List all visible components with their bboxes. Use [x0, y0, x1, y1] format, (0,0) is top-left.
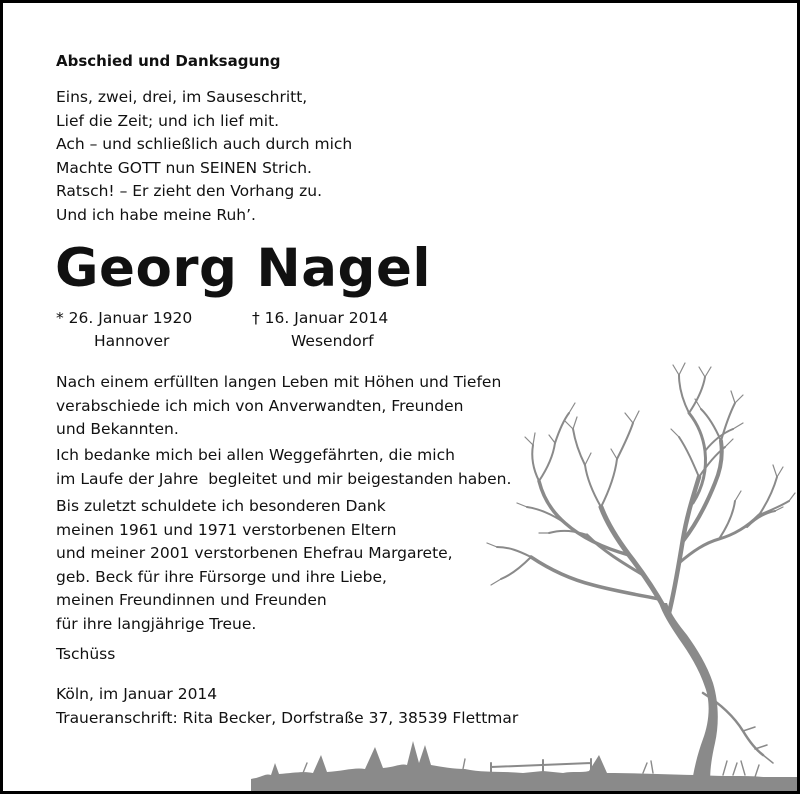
paragraph-line: und meiner 2001 verstorbenen Ehefrau Margarete,: [56, 544, 453, 563]
paragraph-line: Bis zuletzt schuldete ich besonderen Dank: [56, 497, 386, 515]
heading: Abschied und Danksagung: [56, 52, 281, 70]
death-place: Wesendorf: [291, 332, 374, 350]
paragraph-line: im Laufe der Jahre begleitet und mir beigestanden haben.: [56, 469, 512, 488]
poem-line: Eins, zwei, drei, im Sauseschritt,: [56, 88, 308, 106]
paragraph-gratitude: [56, 495, 453, 637]
poem-line: Lief die Zeit; und ich lief mit.: [56, 111, 280, 130]
paragraph-thanks: [56, 444, 511, 491]
footer: [56, 683, 518, 730]
paragraph-line: Nach einem erfüllten langen Leben mit Höhen und Tiefen: [56, 373, 502, 391]
paragraph-line: und Bekannten.: [56, 420, 179, 439]
birth-info: [56, 307, 192, 353]
paragraph-line: meinen Freundinnen und Freunden: [56, 591, 327, 610]
poem-line: Ratsch! – Er zieht den Vorhang zu.: [56, 182, 323, 201]
farewell-word: Tschüss: [56, 645, 116, 663]
poem-line: Machte GOTT nun SEINEN Strich.: [56, 158, 312, 177]
poem-line: Und ich habe meine Ruh’.: [56, 205, 256, 224]
paragraph-line: Ich bedanke mich bei allen Weggefährten, die mich: [56, 446, 455, 464]
paragraph-line: für ihre langjährige Treue.: [56, 614, 257, 633]
birth-place: Hannover: [94, 332, 170, 350]
paragraph-line: geb. Beck für ihre Fürsorge und ihre Liebe,: [56, 567, 387, 586]
poem: [56, 86, 352, 228]
poem-line: Ach – und schließlich auch durch mich: [56, 135, 353, 154]
paragraph-farewell: [56, 371, 501, 442]
death-date: † 16. Januar 2014: [252, 309, 389, 327]
mourning-address: Traueranschrift: Rita Becker, Dorfstraße 37, 38539 Flettmar: [56, 708, 519, 727]
birth-date: * 26. Januar 1920: [56, 309, 193, 327]
death-info: [252, 307, 388, 353]
deceased-name: Georg Nagel: [55, 238, 432, 299]
paragraph-line: verabschiede ich mich von Anverwandten, Freunden: [56, 396, 464, 415]
paragraph-line: meinen 1961 und 1971 verstorbenen Eltern: [56, 520, 397, 539]
place-date: Köln, im Januar 2014: [56, 685, 218, 703]
